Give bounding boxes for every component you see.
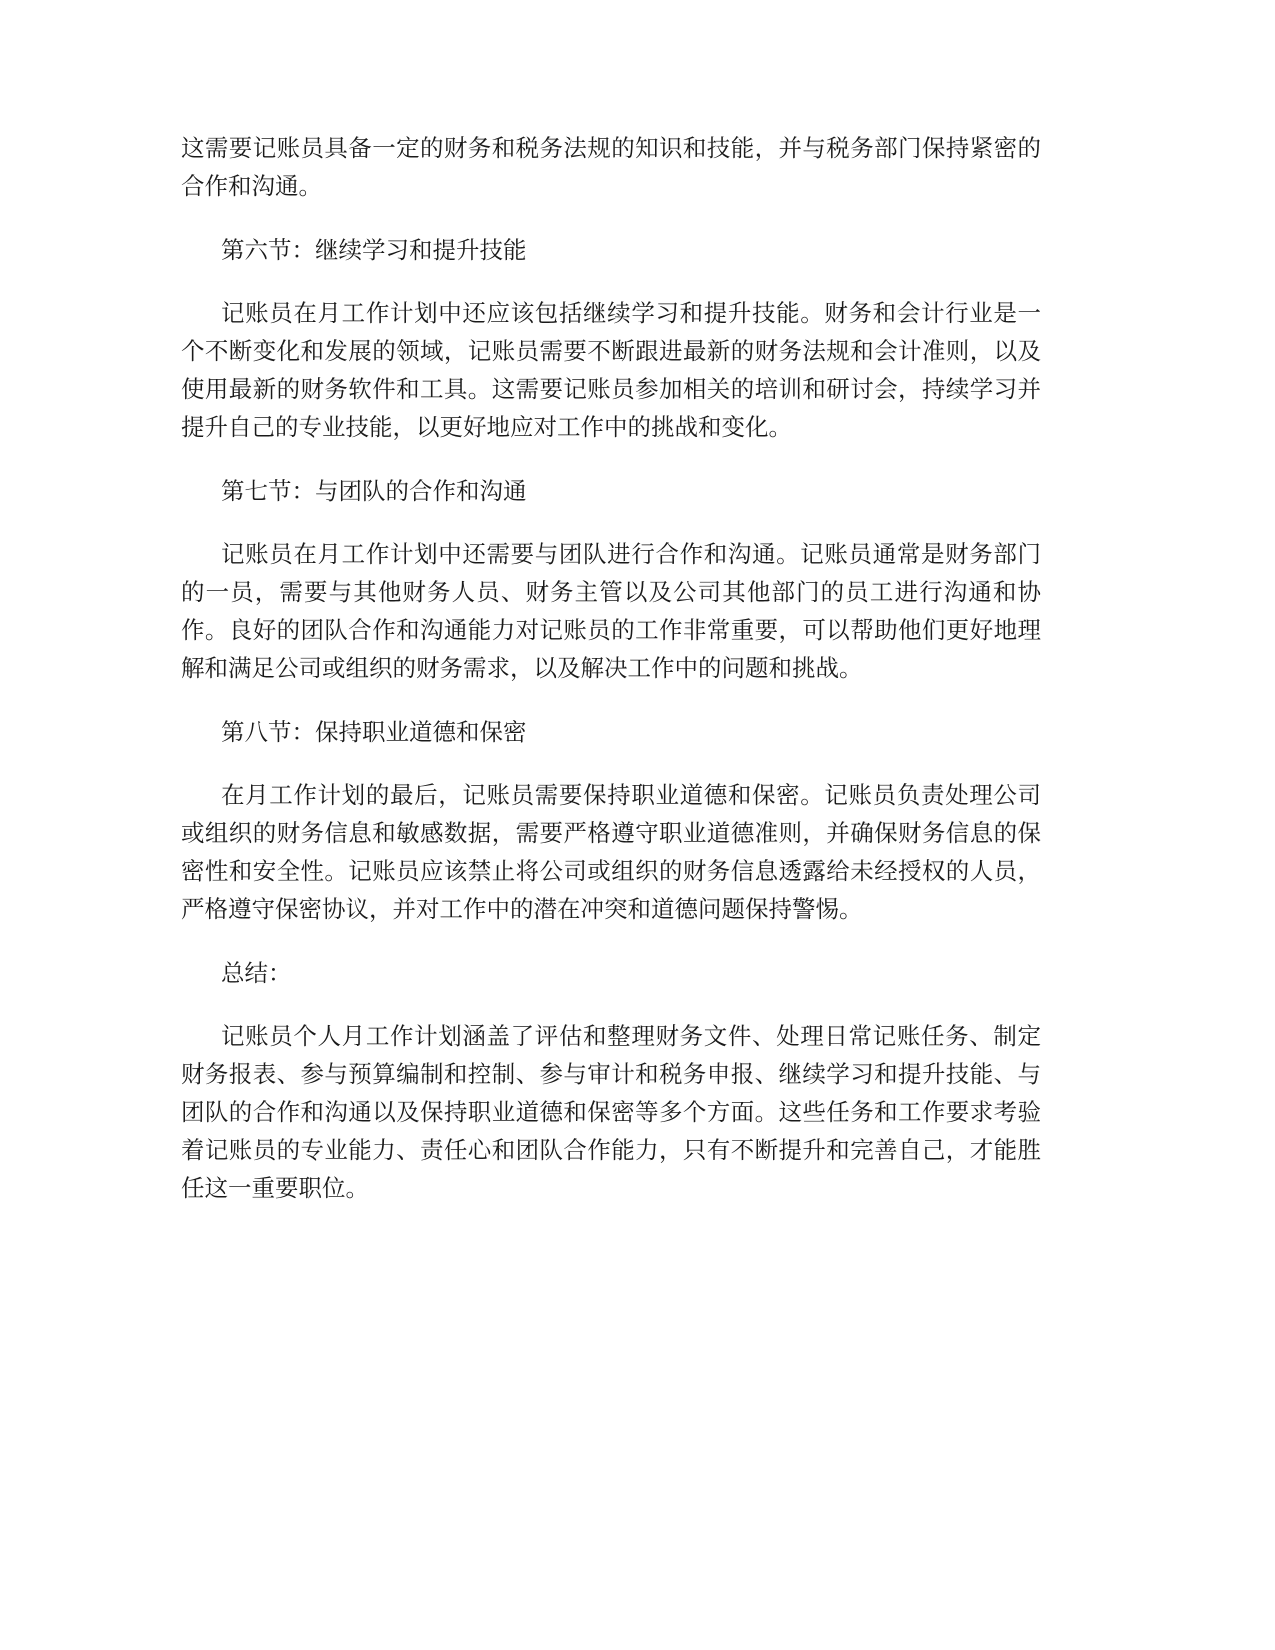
- paragraph-line: 提升自己的专业技能，以更好地应对工作中的挑战和变化。: [181, 412, 792, 441]
- paragraph-line: 作。良好的团队合作和沟通能力对记账员的工作非常重要，可以帮助他们更好地理: [181, 615, 1041, 644]
- section-heading-7: 第七节：与团队的合作和沟通: [221, 476, 527, 505]
- paragraph-line: 团队的合作和沟通以及保持职业道德和保密等多个方面。这些任务和工作要求考验: [181, 1097, 1041, 1126]
- paragraph-line: 这需要记账员具备一定的财务和税务法规的知识和技能，并与税务部门保持紧密的: [181, 134, 1041, 162]
- paragraph-line: 密性和安全性。记账员应该禁止将公司或组织的财务信息透露给未经授权的人员，: [181, 856, 1041, 885]
- paragraph-line: 记账员在月工作计划中还需要与团队进行合作和沟通。记账员通常是财务部门: [221, 540, 1041, 569]
- paragraph-line: 着记账员的专业能力、责任心和团队合作能力，只有不断提升和完善自己，才能胜: [181, 1135, 1041, 1164]
- paragraph-line: 任这一重要职位。: [181, 1173, 369, 1202]
- paragraph-line: 个不断变化和发展的领域，记账员需要不断跟进最新的财务法规和会计准则，以及: [181, 337, 1041, 366]
- document-page: [181, 130, 1041, 1233]
- paragraph-line: 的一员，需要与其他财务人员、财务主管以及公司其他部门的员工进行沟通和协: [181, 578, 1041, 607]
- section-heading-6: 第六节：继续学习和提升技能: [221, 235, 527, 264]
- paragraph-line: 合作和沟通。: [181, 171, 322, 200]
- paragraph-line: 严格遵守保密协议，并对工作中的潜在冲突和道德问题保持警惕。: [181, 894, 863, 923]
- summary-heading: 总结：: [221, 958, 292, 987]
- intro-paragraph: [181, 130, 1041, 206]
- paragraph-line: 财务报表、参与预算编制和控制、参与审计和税务申报、继续学习和提升技能、与: [181, 1060, 1041, 1089]
- paragraph-line: 记账员在月工作计划中还应该包括继续学习和提升技能。财务和会计行业是一: [221, 299, 1041, 328]
- paragraph-line: 在月工作计划的最后，记账员需要保持职业道德和保密。记账员负责处理公司: [221, 781, 1041, 810]
- paragraph-line: 使用最新的财务软件和工具。这需要记账员参加相关的培训和研讨会，持续学习并: [181, 374, 1041, 403]
- paragraph-line: 解和满足公司或组织的财务需求，以及解决工作中的问题和挑战。: [181, 653, 863, 682]
- section-6-paragraph: [181, 295, 1041, 446]
- section-8-paragraph: [181, 777, 1041, 928]
- summary-paragraph: [181, 1018, 1041, 1207]
- section-7-paragraph: [181, 536, 1041, 687]
- section-heading-8: 第八节：保持职业道德和保密: [221, 717, 527, 746]
- paragraph-line: 或组织的财务信息和敏感数据，需要严格遵守职业道德准则，并确保财务信息的保: [181, 819, 1041, 848]
- paragraph-line: 记账员个人月工作计划涵盖了评估和整理财务文件、处理日常记账任务、制定: [221, 1022, 1041, 1051]
